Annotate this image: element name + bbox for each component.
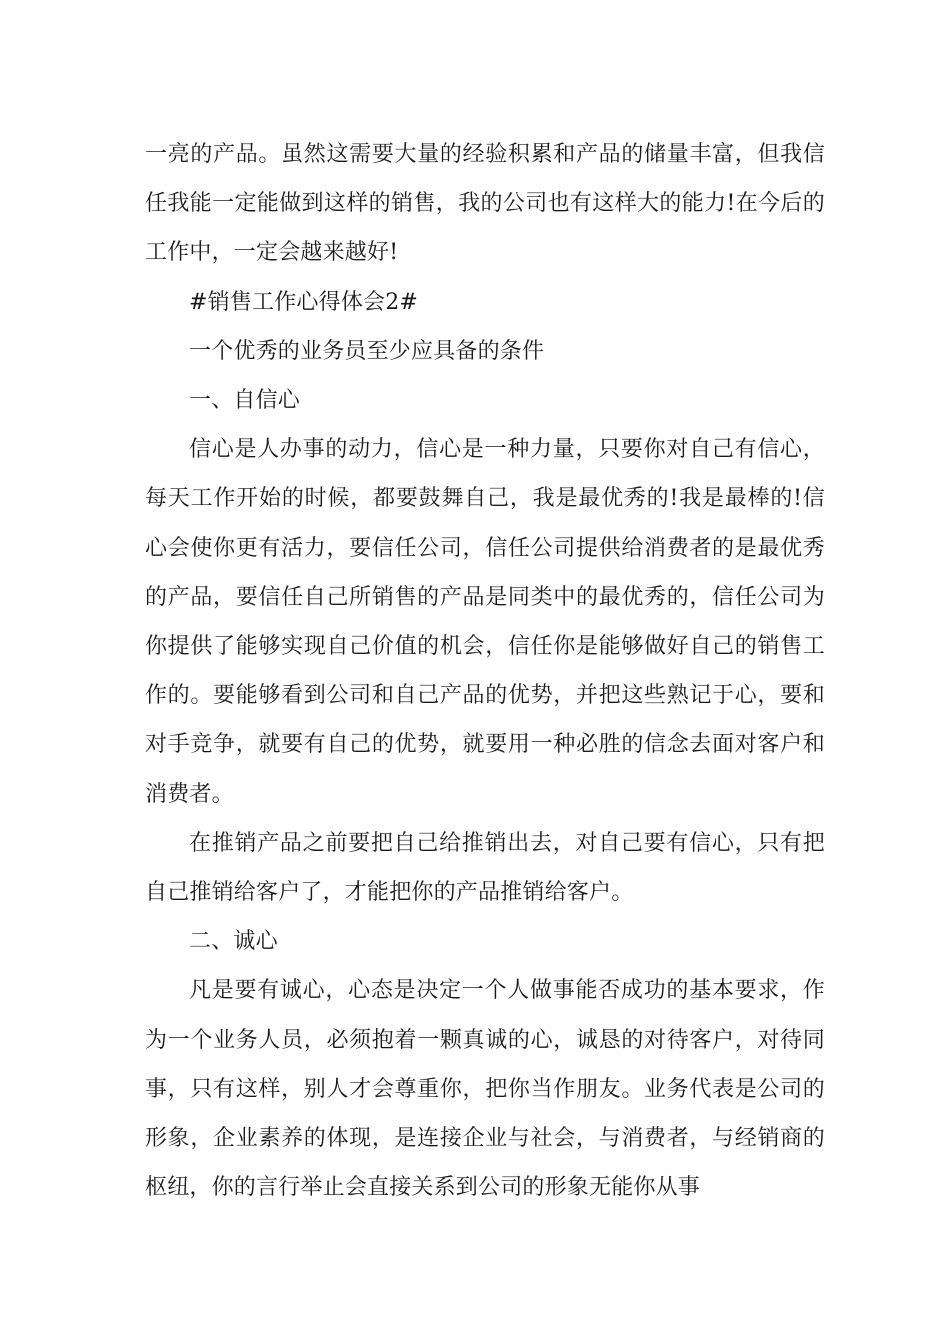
section-heading-2: #销售工作心得体会2# — [189, 289, 419, 315]
paragraph-confidence: 信心是人办事的动力，信心是一种力量，只要你对自己有信心，每天工作开始的时候，都要鼓舞自己，我是最优秀的!我是最棒的!信心会使你更有活力，要信任公司，信任公司提供给消费者的是最优秀的产品，要信任自己所销售的产品是同类中的最优秀的，信任公司为你提供了能够实现自己价值的机会，信任你是能够做好自己的销售工作的。要能够看到公司和自己产品的优势，并把这些熟记于心，要和对手竞争，就要有自己的优势，就要用一种必胜的信念去面对客户和消费者。 — [145, 437, 825, 807]
paragraph-sincerity: 凡是要有诚心，心态是决定一个人做事能否成功的基本要求，作为一个业务人员，必须抱着一颗真诚的心，诚恳的对待客户，对待同事，只有这样，别人才会尊重你，把你当作朋友。业务代表是公司的形象，企业素养的体现，是连接企业与社会，与消费者，与经销商的枢纽，你的言行举止会直接关系到公司的形象无能你从事 — [145, 978, 825, 1201]
heading-confidence: 一、自信心 — [189, 388, 301, 414]
subtitle: 一个优秀的业务员至少应具备的条件 — [189, 338, 545, 364]
paragraph-self-promotion: 在推销产品之前要把自己给推销出去，对自己要有信心，只有把自己推销给客户了，才能把你的产品推销给客户。 — [145, 830, 825, 906]
document-body — [145, 130, 825, 1212]
heading-sincerity: 二、诚心 — [189, 929, 278, 955]
paragraph-continuation: 一亮的产品。虽然这需要大量的经验积累和产品的储量丰富，但我信任我能一定能做到这样的销售，我的公司也有这样大的能力!在今后的工作中，一定会越来越好! — [145, 142, 825, 266]
